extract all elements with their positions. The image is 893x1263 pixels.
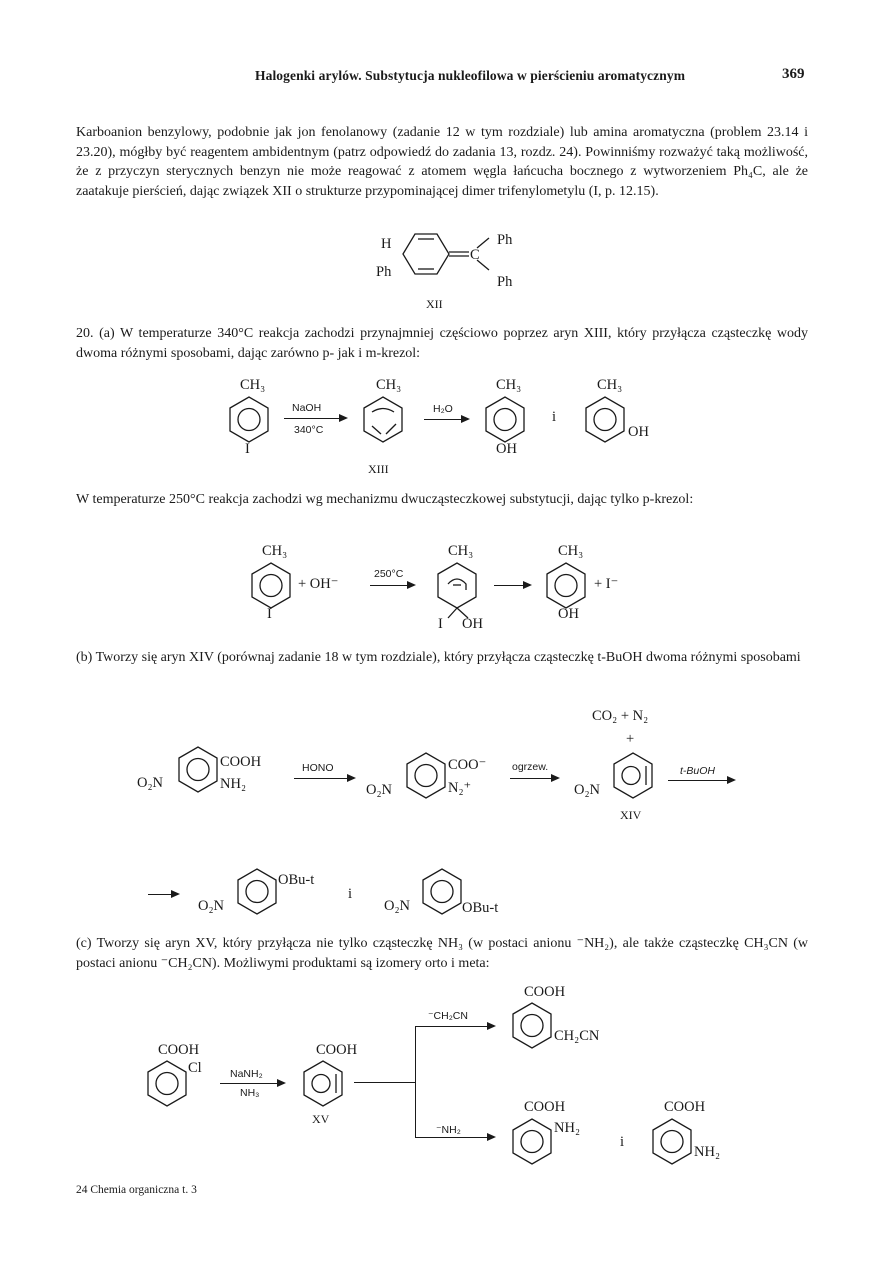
plus-sign: + [626, 731, 635, 747]
reagent-label: HONO [302, 762, 334, 774]
reaction-arrow [416, 1026, 494, 1027]
gas-products-label: CO₂ + N₂ [592, 708, 649, 724]
benzene-ring-icon [545, 562, 587, 610]
reagent-label: H₂O [433, 403, 453, 415]
ch3-label: CH₃ [558, 543, 584, 559]
benzene-ring-icon [484, 396, 526, 444]
benzene-ring-icon [177, 746, 219, 794]
reagent-label: NH₃ [240, 1087, 260, 1099]
nh2-label: NH₂ [694, 1144, 720, 1160]
benzene-ring-icon [511, 1002, 553, 1050]
nh2-label: NH₂ [554, 1120, 580, 1136]
reaction-arrow [494, 585, 530, 586]
nitro-label: O₂N [366, 782, 392, 798]
conjunction-i: i [620, 1134, 625, 1150]
ph-label: Ph [497, 274, 513, 290]
cooh-label: COOH [158, 1042, 200, 1058]
oh-label: OH [628, 424, 649, 440]
ch3-label: CH₃ [448, 543, 474, 559]
paragraph-20b: (b) Tworzy się aryn XIV (porównaj zadanie 18 w tym rozdziale), który przyłącza cząsteczkę t-BuOH dwoma różnymi sposobami [76, 650, 801, 665]
benzene-ring-icon [146, 1060, 188, 1108]
quinoid-ring-icon [395, 228, 457, 280]
cooh-label: COOH [220, 754, 262, 770]
benzene-ring-icon [250, 562, 292, 610]
reaction-arrow [370, 585, 414, 586]
reaction-arrow [416, 1137, 494, 1138]
nh2-label: NH₂ [220, 776, 246, 792]
reagent-label: ⁻NH₂ [436, 1124, 461, 1136]
reagent-label: NaOH [292, 402, 322, 414]
tbutoxy-label: OBu-t [462, 900, 499, 916]
paragraph-250c: W temperaturze 250°C reakcja zachodzi wg mechanizmu dwucząsteczkowej substytucji, dając tylko p-krezol: [76, 492, 694, 507]
compound-label: XIII [368, 462, 389, 476]
ph-label: Ph [497, 232, 513, 248]
page-number: 369 [782, 66, 805, 82]
chloro-label: Cl [188, 1060, 202, 1076]
cyanomethyl-label: CH₂CN [554, 1028, 600, 1044]
nitro-label: O₂N [137, 775, 163, 791]
conjunction-i: i [348, 886, 353, 902]
ch3-label: CH₃ [262, 543, 288, 559]
reaction-arrow [510, 778, 558, 779]
oh-label: OH [462, 616, 483, 632]
cooh-label: COOH [524, 1099, 566, 1115]
meisenheimer-ring-icon [436, 562, 478, 610]
benzene-ring-icon [228, 396, 270, 444]
oh-label: OH [558, 606, 579, 622]
nitro-label: O₂N [198, 898, 224, 914]
cooh-label: COOH [316, 1042, 358, 1058]
compound-label: XII [426, 297, 443, 311]
paragraph-benzyl-carbanion: Karboanion benzylowy, podobnie jak jon fenolanowy (zadanie 12 w tym rozdziale) lub amina aromatyczna (problem 23.14 i 23.20), mógłby być reagentem ambidentnym (patrz odpowiedź do zadania 13, rozdz. 24). Powinniśmy rozważyć taką możliwość, że z przyczyn sterycznych benzyn nie może reagować z atomem węgla łańcucha bocznego z wytworzeniem Ph₄C, ale że zaatakuje pierścień, dając związek XII o strukturze przypominającej dimer trifenylometylu (I, p. 12.15). [76, 125, 808, 199]
iodo-label: I [438, 616, 443, 632]
ph-label: Ph [376, 264, 392, 280]
nitro-label: O₂N [384, 898, 410, 914]
reagent-label: 250°C [374, 568, 404, 580]
benzene-ring-icon [584, 396, 626, 444]
branch-connector [354, 1082, 416, 1083]
h-label: H [381, 236, 392, 252]
cooh-label: COOH [524, 984, 566, 1000]
hydroxide-label: + OH⁻ [298, 576, 339, 592]
reagent-label: NaNH₂ [230, 1068, 263, 1080]
reagent-label: ogrzew. [512, 761, 549, 773]
reaction-arrow [148, 894, 178, 895]
page-footer: 24 Chemia organiczna t. 3 [76, 1184, 197, 1196]
reagent-label: t-BuOH [680, 765, 716, 777]
aryne-ring-icon [302, 1060, 344, 1108]
ch3-label: CH₃ [496, 377, 522, 393]
benzene-ring-icon [511, 1118, 553, 1166]
compound-label: XIV [620, 808, 642, 822]
compound-label: XV [312, 1112, 330, 1126]
benzene-ring-icon [421, 868, 463, 916]
ch3-label: CH₃ [597, 377, 623, 393]
ch3-label: CH₃ [240, 377, 266, 393]
benzene-ring-icon [651, 1118, 693, 1166]
reaction-arrow [294, 778, 354, 779]
aryne-ring-icon [612, 752, 654, 800]
reagent-label: ⁻CH₂CN [428, 1010, 468, 1022]
reagent-label: 340°C [294, 424, 324, 436]
reaction-arrow [668, 780, 734, 781]
branch-connector [415, 1026, 416, 1138]
reaction-arrow [220, 1083, 284, 1084]
benzene-ring-icon [236, 868, 278, 916]
iodide-label: + I⁻ [594, 576, 619, 592]
carboxylate-label: COO⁻ [448, 757, 487, 773]
running-header: Halogenki arylów. Substytucja nukleofilowa w pierścieniu aromatycznym [255, 68, 686, 83]
c-label: C [470, 247, 480, 263]
nitro-label: O₂N [574, 782, 600, 798]
benzene-ring-icon [405, 752, 447, 800]
paragraph-20a: 20. (a) W temperaturze 340°C reakcja zachodzi przynajmniej częściowo poprzez aryn XIII, który przyłącza cząsteczkę wody dwoma różnymi sposobami, dając zarówno p- jak i m-krezol: [76, 326, 808, 361]
cooh-label: COOH [664, 1099, 706, 1115]
iodo-label: I [245, 441, 250, 457]
diazonium-label: N₂⁺ [448, 780, 472, 796]
conjunction-i: i [552, 409, 557, 425]
ch3-label: CH₃ [376, 377, 402, 393]
oh-label: OH [496, 441, 517, 457]
reaction-arrow [424, 419, 468, 420]
aryne-ring-icon [362, 396, 404, 444]
reaction-arrow [284, 418, 346, 419]
iodo-label: I [267, 606, 272, 622]
tbutoxy-label: OBu-t [278, 872, 315, 888]
paragraph-20c: (c) Tworzy się aryn XV, który przyłącza nie tylko cząsteczkę NH₃ (w postaci anionu ⁻NH₂), ale także cząsteczkę CH₃CN (w postaci anionu ⁻CH₂CN). Możliwymi produktami są izomery orto i meta: [76, 936, 808, 971]
